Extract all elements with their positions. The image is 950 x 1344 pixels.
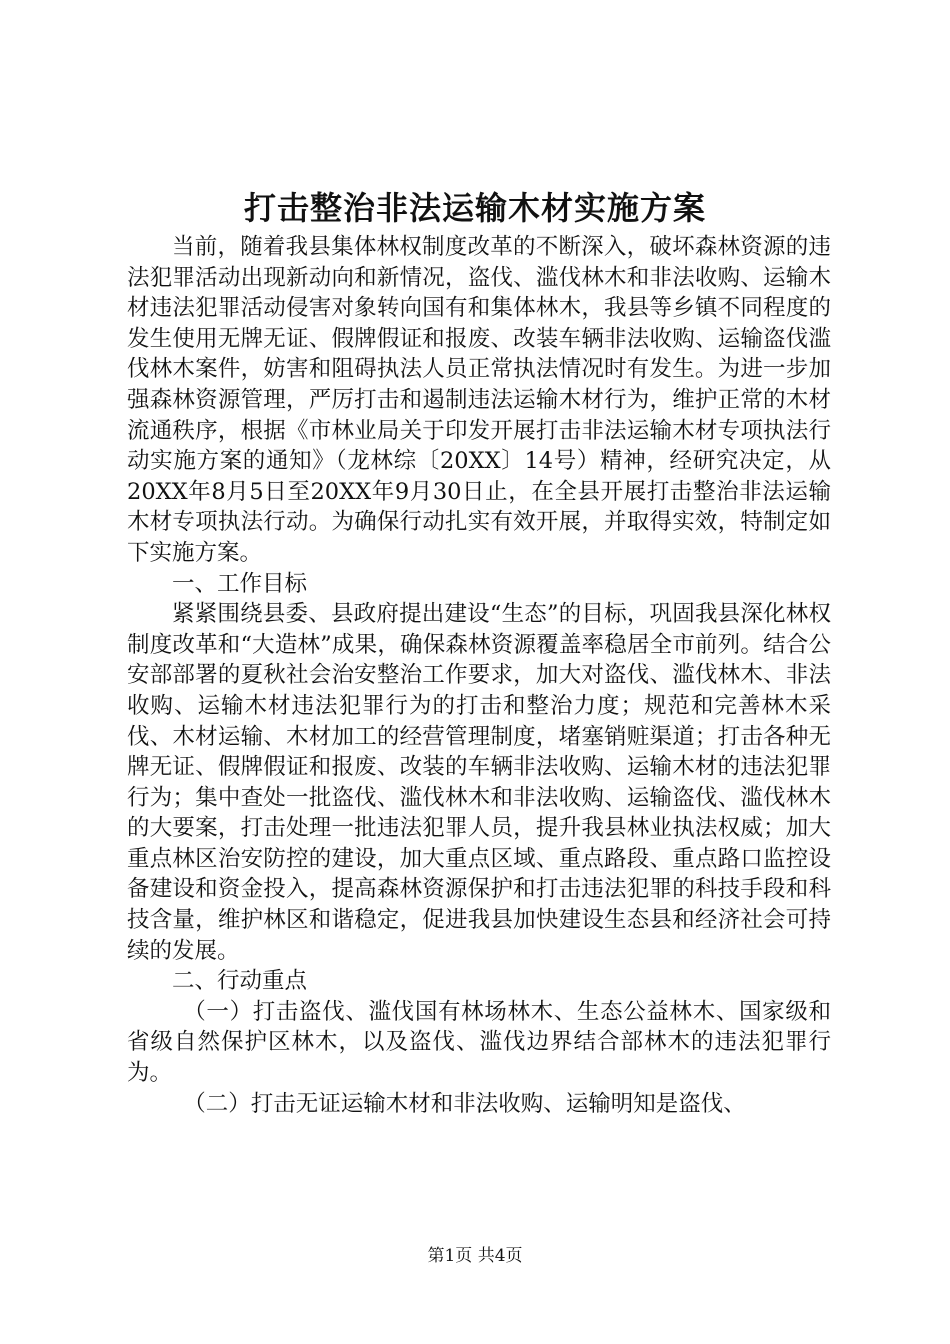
- focus-item-1: （一）打击盗伐、滥伐国有林场林木、生态公益林木、国家级和省级自然保护区林木，以及盗伐、滥伐边界结合部林木的违法犯罪行为。: [127, 998, 831, 1087]
- focus-item-2: （二）打击无证运输木材和非法收购、运输明知是盗伐、: [183, 1090, 746, 1117]
- section-heading-goals: 一、工作目标: [172, 570, 308, 597]
- intro-paragraph: 当前，随着我县集体林权制度改革的不断深入，破坏森林资源的违法犯罪活动出现新动向和新情况，盗伐、滥伐林木和非法收购、运输木材违法犯罪活动侵害对象转向国有和集体林木，我县等乡镇不同程度的发生使用无牌无证、假牌假证和报废、改装车辆非法收购、运输盗伐滥伐林木案件，妨害和阻碍执法人员正常执法情况时有发生。为进一步加强森林资源管理，严厉打击和遏制违法运输木材行为，维护正常的木材流通秩序，根据《市林业局关于印发开展打击非法运输木材专项执法行动实施方案的通知》（龙林综〔20XX〕14号）精神，经研究决定，从20XX年8月5日至20XX年9月30日止，在全县开展打击整治非法运输木材专项执法行动。为确保行动扎实有效开展，并取得实效，特制定如下实施方案。: [127, 234, 831, 566]
- section-heading-focus: 二、行动重点: [172, 968, 308, 995]
- document-body: [127, 232, 831, 1119]
- page-footer: 第1页 共4页: [427, 1246, 523, 1266]
- goals-paragraph: 紧紧围绕县委、县政府提出建设“生态”的目标，巩固我县深化林权制度改革和“大造林”成果，确保森林资源覆盖率稳居全市前列。结合公安部部署的夏秋社会治安整治工作要求，加大对盗伐、滥伐林木、非法收购、运输木材违法犯罪行为的打击和整治力度；规范和完善林木采伐、木材运输、木材加工的经营管理制度，堵塞销赃渠道；打击各种无牌无证、假牌假证和报废、改装的车辆非法收购、运输木材的违法犯罪行为；集中查处一批盗伐、滥伐林木和非法收购、运输盗伐、滥伐林木的大要案，打击处理一批违法犯罪人员，提升我县林业执法权威；加大重点林区治安防控的建设，加大重点区域、重点路段、重点路口监控设备建设和资金投入，提高森林资源保护和打击违法犯罪的科技手段和科技含量，维护林区和谐稳定，促进我县加快建设生态县和经济社会可持续的发展。: [127, 601, 831, 964]
- document-title: 打击整治非法运输木材实施方案: [243, 189, 706, 227]
